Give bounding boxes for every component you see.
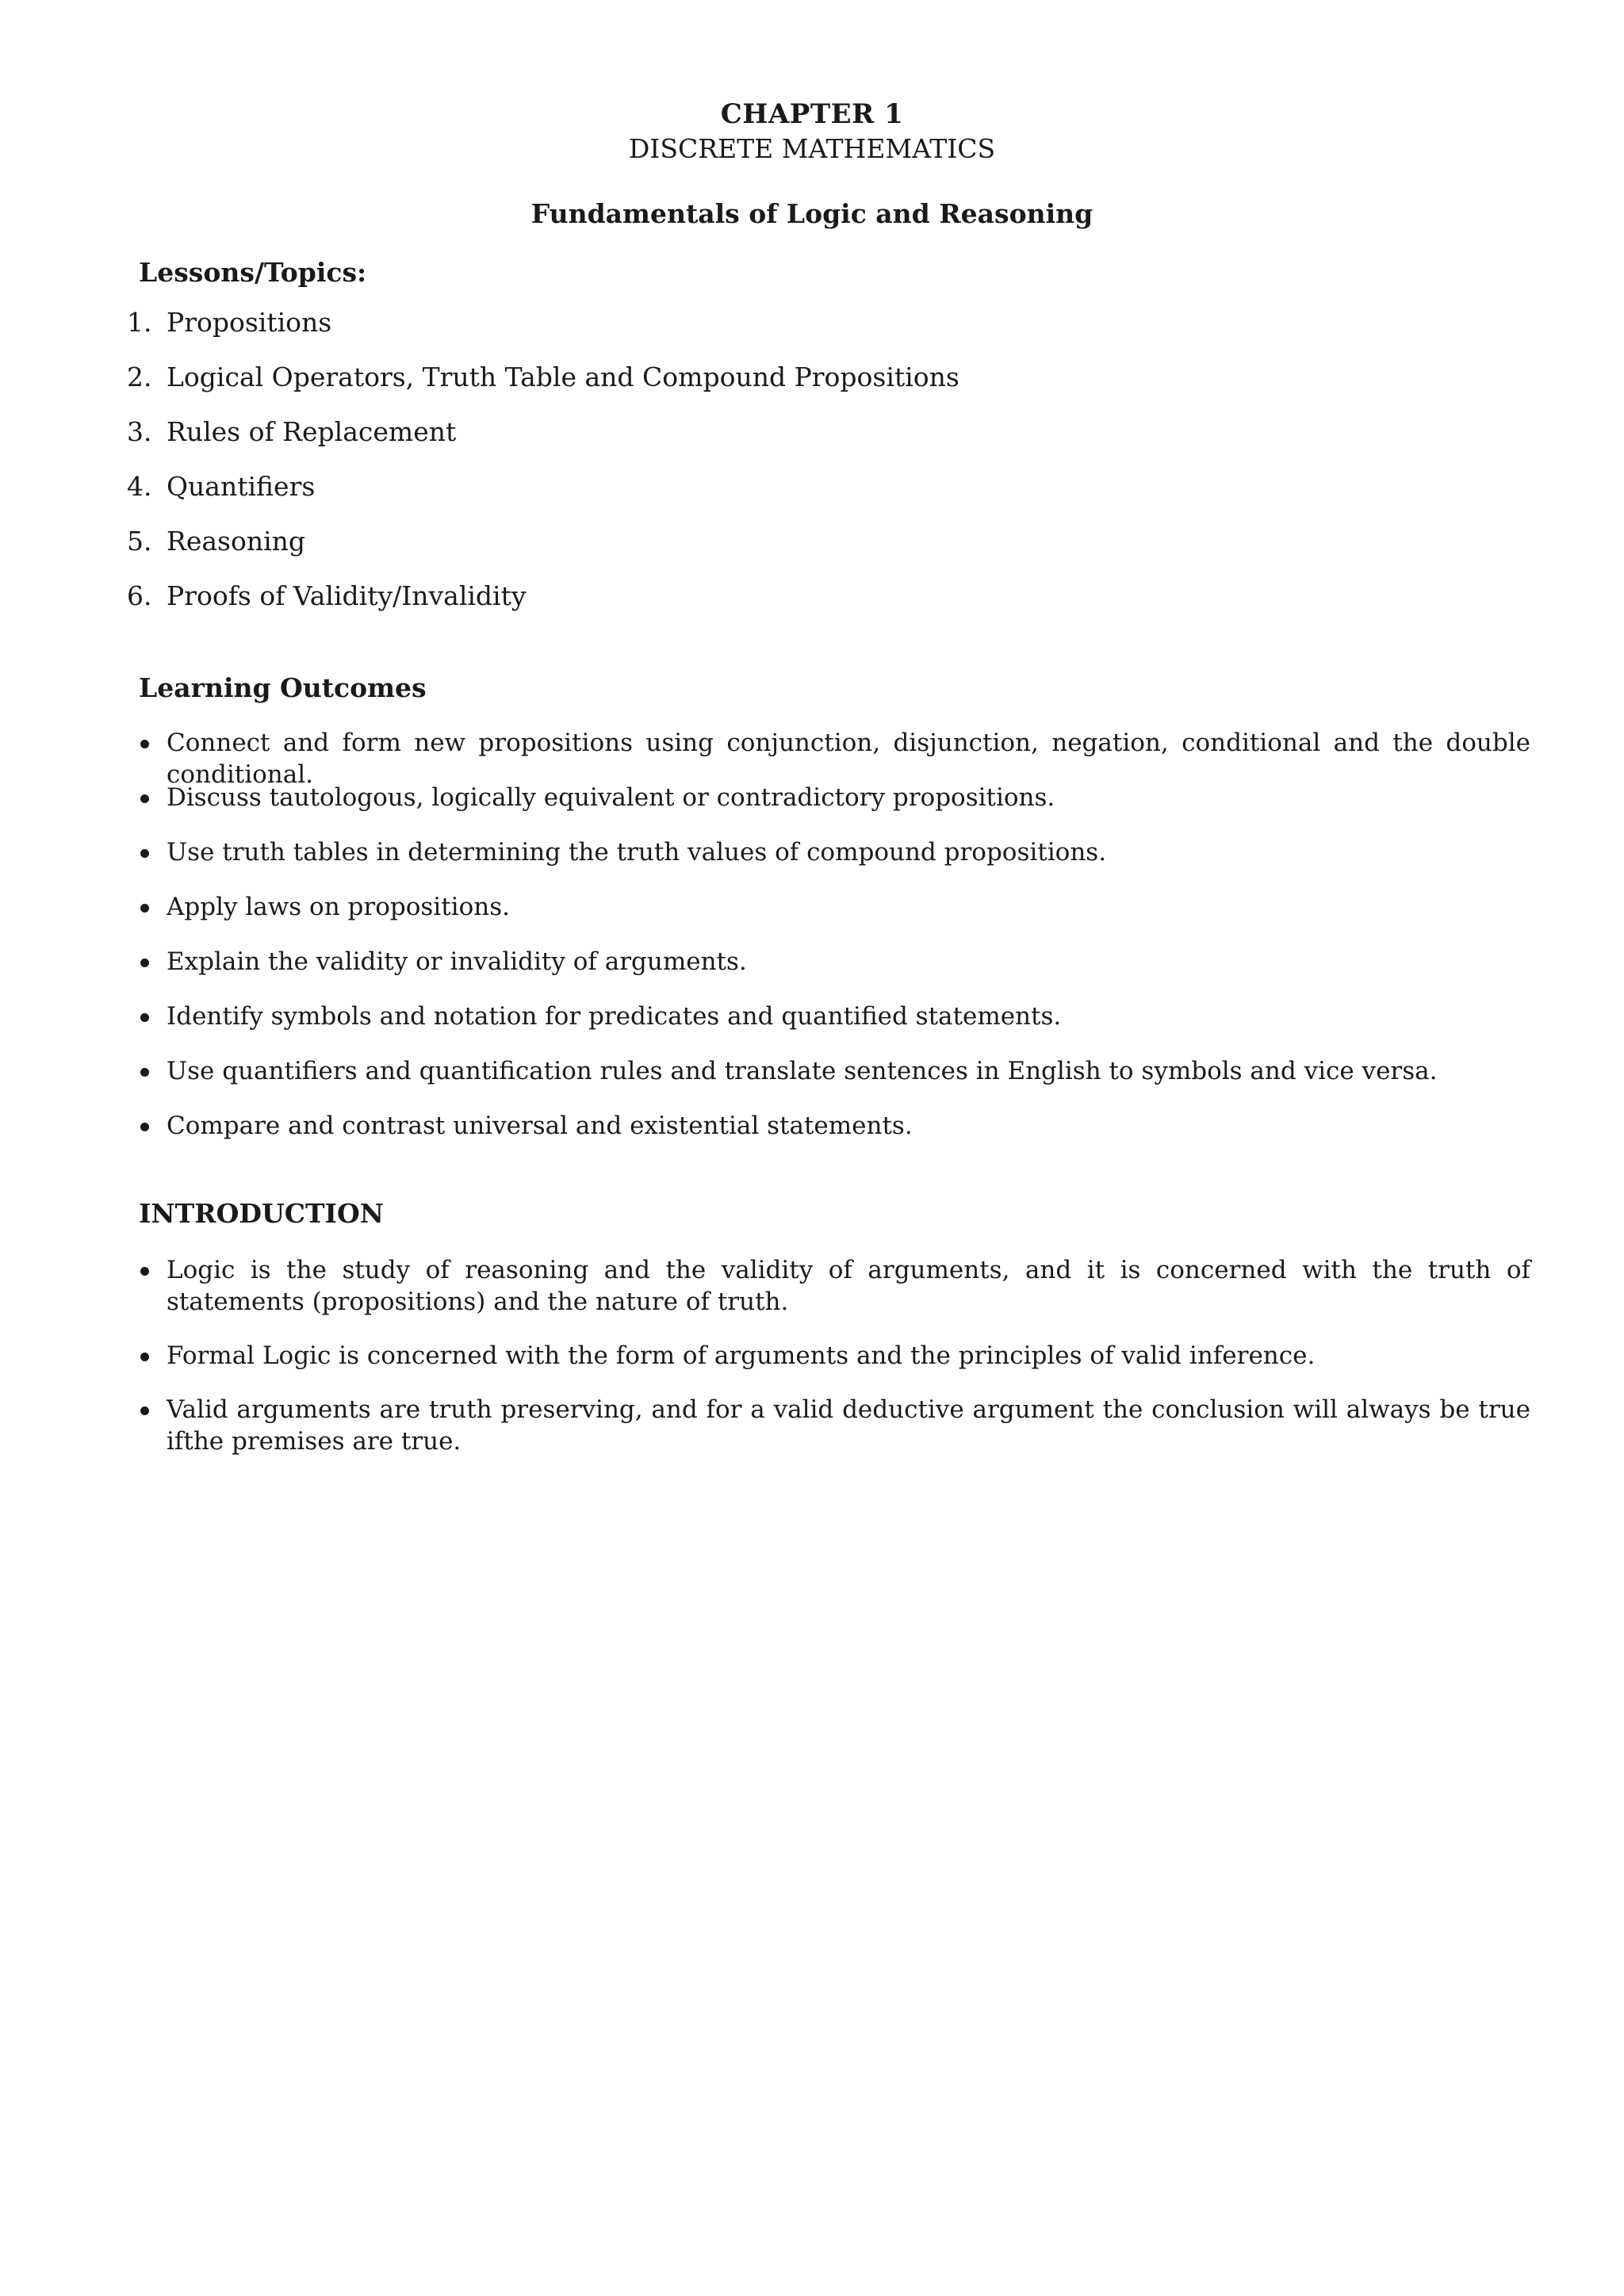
outcome-item <box>139 946 1530 1001</box>
outcome-text: Discuss tautologous, logically equivalent or contradictory propositions. <box>167 783 1055 812</box>
topic-number: 6. <box>127 580 152 611</box>
introduction-text: Valid arguments are truth preserving, and for a valid deductive argument the conclusion will always be true ifthe premises are true. <box>167 1395 1530 1456</box>
topic-text: Quantifiers <box>167 471 316 502</box>
topics-heading: Lessons/Topics: <box>139 257 367 288</box>
bullet-icon <box>140 794 149 803</box>
topic-item <box>127 579 959 633</box>
outcome-text: Explain the validity or invalidity of arguments. <box>167 947 747 976</box>
outcomes-list <box>139 727 1530 1165</box>
introduction-text: Formal Logic is concerned with the form of arguments and the principles of valid inference. <box>167 1341 1316 1370</box>
introduction-item <box>139 1340 1530 1372</box>
outcome-text: Apply laws on propositions. <box>167 893 510 921</box>
outcome-item <box>139 1110 1530 1165</box>
topic-text: Proofs of Validity/Invalidity <box>167 580 527 611</box>
outcomes-heading: Learning Outcomes <box>139 672 427 703</box>
outcome-item <box>139 1001 1530 1055</box>
introduction-item <box>139 1254 1530 1318</box>
outcome-item <box>139 891 1530 946</box>
topic-text: Propositions <box>167 307 332 338</box>
outcome-text: Identify symbols and notation for predicates and quantified statements. <box>167 1002 1062 1031</box>
bullet-icon <box>140 849 149 858</box>
introduction-item <box>139 1394 1530 1457</box>
topic-item <box>127 415 959 469</box>
outcome-item <box>139 836 1530 891</box>
topic-item <box>127 524 959 579</box>
outcome-text: Use truth tables in determining the truth values of compound propositions. <box>167 838 1107 867</box>
topic-text: Rules of Replacement <box>167 416 457 447</box>
bullet-icon <box>140 1267 149 1276</box>
topic-number: 5. <box>127 526 152 557</box>
topics-list <box>127 305 959 633</box>
outcome-item <box>139 1055 1530 1110</box>
outcome-text: Compare and contrast universal and existential statements. <box>167 1112 913 1140</box>
topic-item <box>127 305 959 360</box>
outcome-text: Use quantifiers and quantification rules and translate sentences in English to symbols and vice versa. <box>167 1057 1438 1085</box>
bullet-icon <box>140 1406 149 1415</box>
chapter-subtitle: Fundamentals of Logic and Reasoning <box>530 198 1094 229</box>
topic-text: Logical Operators, Truth Table and Compound Propositions <box>167 362 959 392</box>
bullet-icon <box>140 1353 149 1361</box>
bullet-icon <box>140 1068 149 1077</box>
outcome-text: Connect and form new propositions using conjunction, disjunction, negation, conditional and the double conditional. <box>167 729 1530 789</box>
topic-item <box>127 360 959 415</box>
topic-number: 4. <box>127 471 152 502</box>
course-title: DISCRETE MATHEMATICS <box>628 133 996 164</box>
topic-text: Reasoning <box>167 526 306 557</box>
topic-number: 2. <box>127 362 152 392</box>
bullet-icon <box>140 1123 149 1131</box>
introduction-text: Logic is the study of reasoning and the validity of arguments, and it is concerned with the truth of statements (propositions) and the nature of truth. <box>167 1256 1530 1316</box>
topic-number: 1. <box>127 307 152 338</box>
chapter-number: CHAPTER 1 <box>720 98 904 130</box>
outcome-item <box>139 727 1530 789</box>
chapter-header <box>0 97 1624 232</box>
bullet-icon <box>140 904 149 913</box>
introduction-heading: INTRODUCTION <box>139 1198 384 1229</box>
bullet-icon <box>140 1013 149 1022</box>
topic-number: 3. <box>127 416 152 447</box>
bullet-icon <box>140 740 149 748</box>
bullet-icon <box>140 959 149 967</box>
topic-item <box>127 469 959 524</box>
introduction-list <box>139 1254 1530 1479</box>
outcome-item <box>139 782 1530 836</box>
